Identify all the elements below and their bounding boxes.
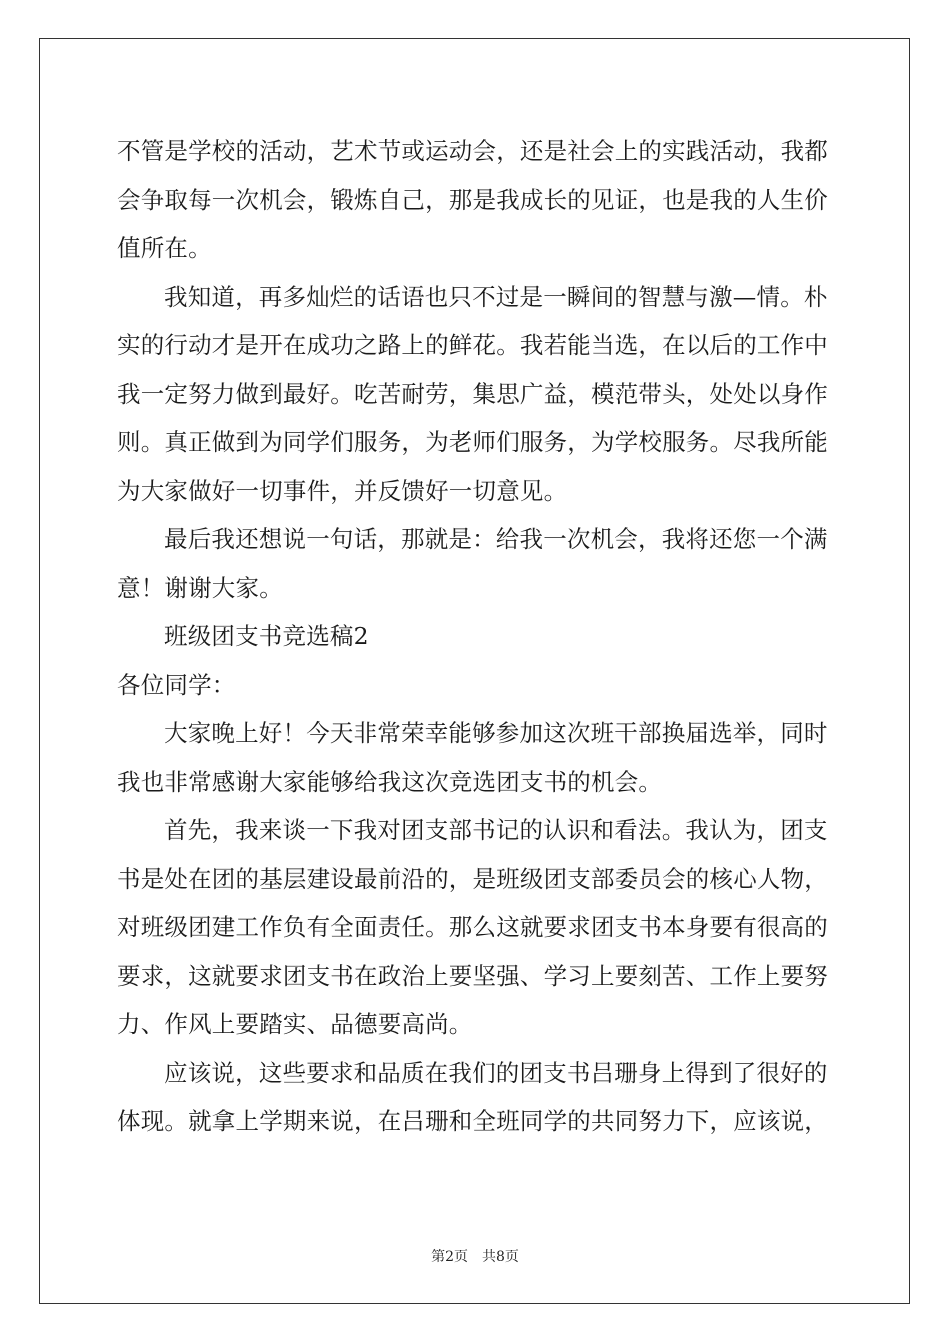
text-line: 班级团支书竞选稿2 bbox=[164, 622, 369, 650]
text-line: 最后我还想说一句话，那就是：给我一次机会，我将还您一个满 bbox=[164, 525, 828, 553]
text-line: 大家晚上好！今天非常荣幸能够参加这次班干部换届选举，同时 bbox=[164, 719, 828, 747]
text-line: 力、作风上要踏实、品德要高尚。 bbox=[117, 1010, 473, 1038]
text-line: 实的行动才是开在成功之路上的鲜花。我若能当选，在以后的工作中 bbox=[117, 331, 828, 359]
text-line: 则。真正做到为同学们服务，为老师们服务，为学校服务。尽我所能 bbox=[117, 428, 828, 456]
text-line: 不管是学校的活动，艺术节或运动会，还是社会上的实践活动，我都 bbox=[117, 137, 828, 165]
page-number-footer: 第2页 共8页 bbox=[431, 1249, 519, 1265]
text-line: 书是处在团的基层建设最前沿的，是班级团支部委员会的核心人物， bbox=[117, 864, 828, 893]
text-line: 我知道，再多灿烂的话语也只不过是一瞬间的智慧与激—情。朴 bbox=[164, 282, 828, 311]
text-line: 要求，这就要求团支书在政治上要坚强、学习上要刻苦、工作上要努 bbox=[117, 961, 828, 990]
text-line: 对班级团建工作负有全面责任。那么这就要求团支书本身要有很高的 bbox=[117, 913, 828, 941]
text-line: 我一定努力做到最好。吃苦耐劳，集思广益，模范带头，处处以身作 bbox=[117, 379, 828, 408]
text-line: 会争取每一次机会，锻炼自己，那是我成长的见证，也是我的人生价 bbox=[117, 185, 828, 214]
text-line: 为大家做好一切事件，并反馈好一切意见。 bbox=[117, 476, 568, 505]
text-line: 我也非常感谢大家能够给我这次竞选团支书的机会。 bbox=[117, 767, 663, 796]
text-line: 应该说，这些要求和品质在我们的团支书吕珊身上得到了很好的 bbox=[164, 1058, 828, 1087]
text-line: 各位同学： bbox=[117, 670, 236, 699]
text-line: 意！谢谢大家。 bbox=[117, 573, 283, 602]
document-body bbox=[117, 127, 837, 1146]
text-line: 体现。就拿上学期来说，在吕珊和全班同学的共同努力下，应该说， bbox=[117, 1107, 828, 1135]
text-line: 值所在。 bbox=[117, 234, 212, 262]
text-line: 首先，我来谈一下我对团支部书记的认识和看法。我认为，团支 bbox=[164, 816, 828, 844]
